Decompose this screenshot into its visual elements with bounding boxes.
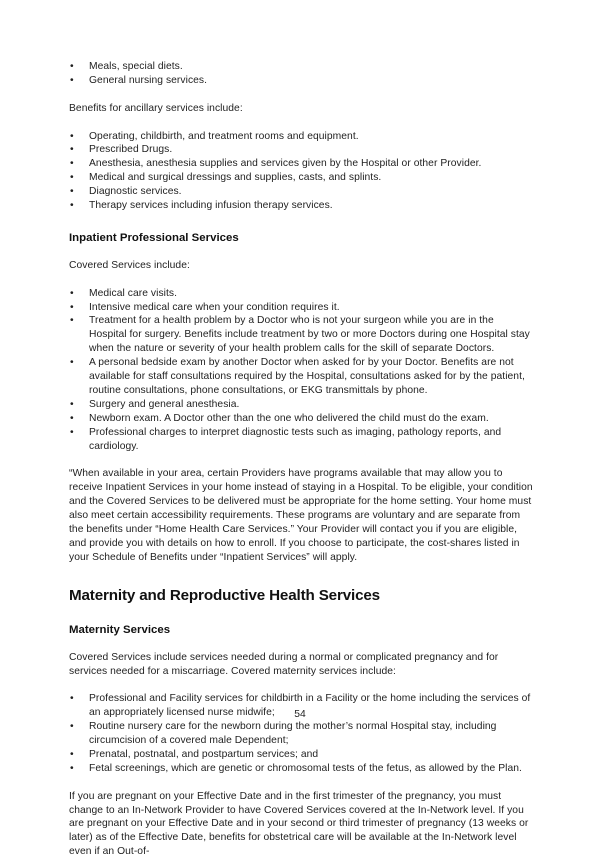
bullet-icon: • (70, 693, 74, 705)
body-paragraph: If you are pregnant on your Effective Date and in the first trimester of the pregnancy, you must change to an In-Network Provider to have Covered Services covered at the In-Network level. If you are pregnant on your Effective Date and in your second or third trimester of pregnancy (13 weeks or later) as of the Effective Date, benefits for obstetrical care will be available at the In-Network level even if an Out-of- (69, 790, 529, 858)
bullet-icon: • (70, 186, 74, 198)
vertical-spacer (69, 245, 533, 259)
bullet-list (69, 692, 533, 775)
body-paragraph: Covered Services include: (69, 259, 190, 271)
list-item (69, 412, 533, 426)
list-item-text: Surgery and general anesthesia. (89, 398, 240, 410)
list-item-text: Therapy services including infusion therapy services. (89, 200, 333, 212)
list-item (69, 287, 533, 301)
section-heading: Maternity and Reproductive Health Services (69, 586, 380, 604)
body-paragraph: Covered Services include services needed during a normal or complicated pregnancy and for services needed for a miscarriage. Covered maternity services include: (69, 651, 499, 677)
list-item-text: Fetal screenings, which are genetic or chromosomal tests of the fetus, as allowed by the Plan. (89, 762, 522, 774)
bullet-icon: • (70, 412, 74, 424)
list-item (69, 762, 533, 776)
vertical-spacer (69, 213, 533, 231)
list-item-text: Operating, childbirth, and treatment rooms and equipment. (89, 130, 359, 142)
list-item-text: Prenatal, postnatal, and postpartum services; and (89, 748, 319, 760)
bullet-icon: • (70, 287, 74, 299)
list-item-text: Medical and surgical dressings and supplies, casts, and splints. (89, 172, 382, 184)
list-item (69, 426, 533, 454)
list-item (69, 74, 533, 88)
list-item-text: Routine nursery care for the newborn during the mother’s normal Hospital stay, including circumcision of a covered male Dependent; (89, 721, 497, 747)
list-item (69, 143, 533, 157)
bullet-icon: • (70, 158, 74, 170)
vertical-spacer (69, 273, 533, 287)
vertical-spacer (69, 565, 533, 587)
bullet-list (69, 60, 533, 88)
vertical-spacer (69, 88, 533, 102)
list-item (69, 398, 533, 412)
list-item (69, 157, 533, 171)
list-item (69, 356, 533, 398)
body-paragraph: Benefits for ancillary services include: (69, 102, 243, 114)
bullet-icon: • (70, 61, 74, 72)
bullet-icon: • (70, 130, 74, 142)
bullet-list (69, 130, 533, 213)
subsection-heading: Maternity Services (69, 623, 171, 636)
list-item (69, 720, 533, 748)
body-paragraph: “When available in your area, certain Providers have programs available that may allow you to receive Inpatient Services in your home instead of staying in a Hospital. To be eligible, your condition and the Covered Services to be delivered must be appropriate for the home setting. Your home must also meet certain accessibility requirements. These programs are voluntary and are separate from the benefits under “Home Health Care Services.” Your Provider will contact you if you are eligible, and provide you with details on how to enroll. If you choose to participate, the cost-shares listed in your Schedule of Benefits under “Inpatient Services” will apply. (69, 468, 533, 563)
bullet-icon: • (70, 144, 74, 156)
bullet-icon: • (70, 721, 74, 733)
list-item-text: Medical care visits. (89, 287, 178, 299)
list-item (69, 130, 533, 144)
list-item-text: Meals, special diets. (89, 61, 183, 72)
vertical-spacer (69, 678, 533, 692)
list-item-text: Prescribed Drugs. (89, 144, 173, 156)
subsection-heading: Inpatient Professional Services (69, 231, 239, 244)
bullet-icon: • (70, 301, 74, 313)
list-item-text: Professional charges to interpret diagnostic tests such as imaging, pathology reports, and cardiology. (89, 426, 502, 452)
bullet-icon: • (70, 398, 74, 410)
page-content (69, 60, 533, 859)
list-item-text: Intensive medical care when your condition requires it. (89, 301, 340, 313)
bullet-icon: • (70, 172, 74, 184)
bullet-icon: • (70, 200, 74, 212)
bullet-list (69, 287, 533, 454)
bullet-icon: • (70, 748, 74, 760)
vertical-spacer (69, 776, 533, 790)
list-item-text: Anesthesia, anesthesia supplies and services given by the Hospital or other Provider. (89, 158, 482, 170)
list-item (69, 60, 533, 74)
list-item (69, 314, 533, 356)
list-item-text: Professional and Facility services for childbirth in a Facility or the home including the services of an appropriately licensed nurse midwife; (89, 693, 531, 719)
list-item-text: A personal bedside exam by another Doctor when asked for by your Doctor. Benefits are not available for staff consultations required by the Hospital, consultations asked for by the patient, routine consultations, phone consultations, or EKG transmittals by phone. (89, 357, 525, 396)
bullet-icon: • (70, 315, 74, 327)
list-item (69, 171, 533, 185)
list-item (69, 301, 533, 315)
vertical-spacer (69, 454, 533, 468)
bullet-icon: • (70, 74, 74, 86)
bullet-icon: • (70, 426, 74, 438)
vertical-spacer (69, 637, 533, 651)
list-item (69, 748, 533, 762)
list-item (69, 185, 533, 199)
list-item (69, 199, 533, 213)
bullet-icon: • (70, 357, 74, 369)
list-item-text: Diagnostic services. (89, 186, 182, 198)
bullet-icon: • (70, 762, 74, 774)
list-item-text: General nursing services. (89, 74, 208, 86)
vertical-spacer (69, 116, 533, 130)
list-item-text: Treatment for a health problem by a Doctor who is not your surgeon while you are in the Hospital for surgery. Benefits include treatment by two or more Doctors during one Hospital stay when the nature or severity of your health problem calls for the skill of separate Doctors. (89, 315, 530, 355)
vertical-spacer (69, 605, 533, 623)
page-number: 54 (294, 709, 306, 720)
list-item-text: Newborn exam. A Doctor other than the one who delivered the child must do the exam. (89, 412, 489, 424)
